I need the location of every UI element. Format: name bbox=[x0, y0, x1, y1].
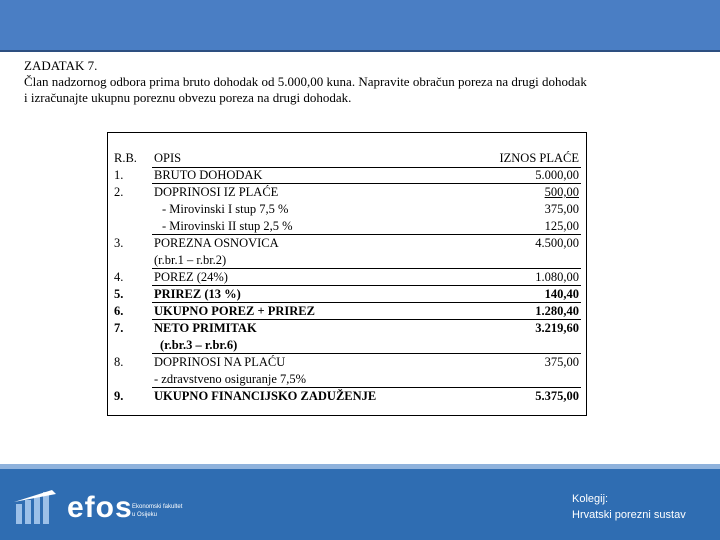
row-rb: 1. bbox=[114, 168, 124, 182]
divider bbox=[152, 285, 581, 286]
row-opis: UKUPNO POREZ + PRIREZ bbox=[154, 304, 315, 318]
row-opis: NETO PRIMITAK bbox=[154, 321, 257, 335]
row-opis: DOPRINOSI NA PLAĆU bbox=[154, 355, 286, 369]
logo-subtitle-line-1: Ekonomski fakultet bbox=[132, 504, 183, 510]
row-opis: (r.br.3 – r.br.6) bbox=[160, 338, 238, 352]
row-opis: DOPRINOSI IZ PLAĆE bbox=[154, 185, 279, 199]
header-rule bbox=[0, 50, 720, 52]
task-heading: ZADATAK 7. bbox=[24, 58, 98, 73]
row-iznos: 140,40 bbox=[544, 287, 579, 301]
row-iznos: 5.000,00 bbox=[535, 168, 579, 182]
divider bbox=[152, 268, 581, 269]
row-rb: 2. bbox=[114, 185, 124, 199]
divider bbox=[152, 302, 581, 303]
row-iznos: 1.080,00 bbox=[535, 270, 579, 284]
header-iznos: IZNOS PLAĆE bbox=[499, 151, 579, 165]
row-iznos: 500,00 bbox=[544, 185, 579, 199]
header-opis: OPIS bbox=[154, 151, 182, 165]
header-band bbox=[0, 0, 720, 50]
row-rb: 7. bbox=[114, 321, 124, 335]
row-rb: 5. bbox=[114, 287, 124, 301]
row-rb: 3. bbox=[114, 236, 124, 250]
divider bbox=[152, 183, 581, 184]
course-name: Hrvatski porezni sustav bbox=[572, 509, 686, 521]
divider bbox=[152, 234, 581, 235]
row-iznos: 1.280,40 bbox=[535, 304, 579, 318]
row-opis: UKUPNO FINANCIJSKO ZADUŽENJE bbox=[154, 389, 377, 403]
divider bbox=[152, 353, 581, 354]
header-rb: R.B. bbox=[114, 151, 137, 165]
row-rb: 4. bbox=[114, 270, 124, 284]
divider bbox=[152, 319, 581, 320]
logo-subtitle-line-2: u Osijeku bbox=[132, 512, 158, 518]
row-opis: BRUTO DOHODAK bbox=[154, 168, 263, 182]
row-iznos: 125,00 bbox=[544, 219, 579, 233]
divider bbox=[152, 387, 581, 388]
task-line-2: i izračunajte ukupnu poreznu obvezu poreza na drugi dohodak. bbox=[24, 90, 352, 105]
row-iznos: 3.219,60 bbox=[535, 321, 579, 335]
logo-subtitle bbox=[132, 503, 182, 519]
course-info bbox=[572, 491, 686, 523]
calculation-table bbox=[107, 132, 587, 416]
efos-logo bbox=[12, 490, 202, 526]
row-iznos: 375,00 bbox=[544, 355, 579, 369]
task-line-1: Član nadzornog odbora prima bruto dohodak od 5.000,00 kuna. Napravite obračun poreza na drugi dohodak bbox=[24, 74, 587, 89]
row-opis: PRIREZ (13 %) bbox=[154, 287, 241, 301]
row-iznos: 375,00 bbox=[544, 202, 579, 216]
row-opis: - Mirovinski I stup 7,5 % bbox=[162, 202, 289, 216]
row-opis: POREZ (24%) bbox=[154, 270, 228, 284]
logo-text: efos bbox=[67, 491, 133, 524]
row-opis: - Mirovinski II stup 2,5 % bbox=[162, 219, 293, 233]
row-rb: 8. bbox=[114, 355, 124, 369]
row-opis: POREZNA OSNOVICA bbox=[154, 236, 279, 250]
row-opis: - zdravstveno osiguranje 7,5% bbox=[154, 372, 307, 386]
row-rb: 9. bbox=[114, 389, 124, 403]
row-rb: 6. bbox=[114, 304, 124, 318]
row-iznos: 4.500,00 bbox=[535, 236, 579, 250]
task-text bbox=[24, 58, 704, 106]
row-iznos: 5.375,00 bbox=[535, 389, 579, 403]
efos-bars-icon bbox=[12, 490, 64, 526]
row-opis: (r.br.1 – r.br.2) bbox=[154, 253, 227, 267]
course-label: Kolegij: bbox=[572, 493, 609, 505]
